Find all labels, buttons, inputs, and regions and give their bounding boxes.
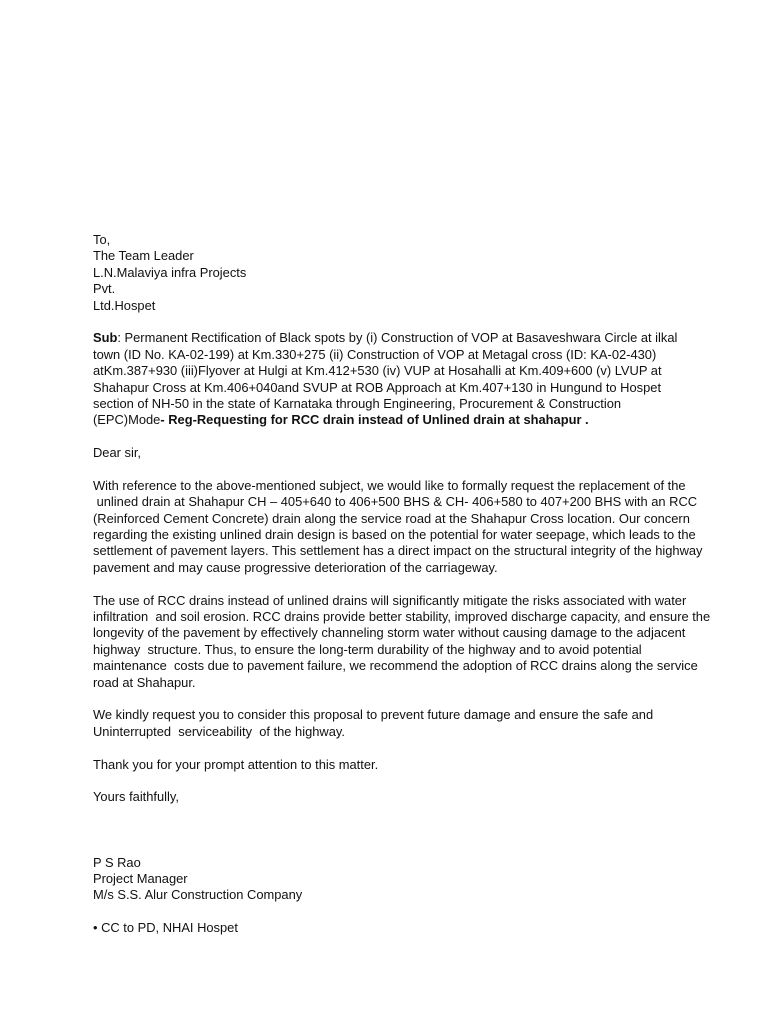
paragraph-2 (93, 593, 733, 691)
address-to: To, (93, 232, 111, 247)
paragraph-1-line: settlement of pavement layers. This settlement has a direct impact on the structural integrity of the highway (93, 543, 703, 559)
address-line-4: Ltd.Hospet (93, 297, 156, 313)
paragraph-2-line: infiltration and soil erosion. RCC drains provide better stability, improved discharge capacity, and ensure the (93, 608, 711, 624)
paragraph-1-line: (Reinforced Cement Concrete) drain along the service road at the Shahapur Cross location. Our concern (93, 510, 690, 526)
subject-mode: (EPC)Mode (93, 412, 161, 428)
paragraph-2-line: longevity of the pavement by effectively channeling storm water without causing damage to the adjacent (93, 625, 686, 641)
address-line-2: L.N.Malaviya infra Projects (93, 264, 247, 280)
closing: Yours faithfully, (93, 789, 179, 805)
paragraph-2-line: The use of RCC drains instead of unlined drains will significantly mitigate the risks associated with water (93, 592, 687, 608)
signature-title: Project Manager (93, 871, 188, 887)
address-line-1: The Team Leader (93, 248, 194, 264)
salutation: Dear sir, (93, 445, 141, 461)
paragraph-1-line: regarding the existing unlined drain design is based on the potential for water seepage, which leads to the (93, 527, 696, 543)
signature-block (93, 855, 733, 904)
paragraph-2-line: maintenance costs due to pavement failure, we recommend the adoption of RCC drains along the service (93, 658, 698, 674)
bullet-icon: • (93, 920, 98, 936)
subject-line-3: atKm.387+930 (iii)Flyover at Hulgi at Km.412+530 (iv) VUP at Hosahalli at Km.409+600 (v) LVUP at (93, 363, 662, 379)
subject-label: Sub (93, 330, 118, 346)
subject-block (93, 330, 733, 428)
paragraph-4: Thank you for your prompt attention to this matter. (93, 756, 379, 772)
cc-line (93, 920, 733, 936)
recipient-address (93, 232, 733, 314)
paragraph-1-line: pavement and may cause progressive deterioration of the carriageway. (93, 559, 498, 575)
paragraph-3 (93, 707, 733, 740)
subject-reg: - Reg-Requesting for RCC drain instead of Unlined drain at shahapur . (160, 412, 589, 428)
letter-body (93, 232, 733, 937)
subject-line-2: town (ID No. KA-02-199) at Km.330+275 (ii) Construction of VOP at Metagal cross (ID: KA-02-430) (93, 346, 657, 362)
paragraph-3-line: Uninterrupted serviceability of the highway. (93, 723, 345, 739)
address-line-3: Pvt. (93, 281, 116, 297)
subject-line-5: section of NH-50 in the state of Karnataka through Engineering, Procurement & Construction (93, 395, 622, 411)
cc-text: CC to PD, NHAI Hospet (97, 920, 238, 936)
paragraph-1 (93, 478, 733, 576)
subject-line-6 (93, 412, 733, 428)
subject-text: : Permanent Rectification of Black spots by (i) Construction of VOP at Basaveshwara Circle at ilkal (117, 330, 678, 346)
subject-line-1 (93, 330, 733, 346)
paragraph-1-line: With reference to the above-mentioned subject, we would like to formally request the replacement of the (93, 477, 686, 493)
paragraph-1-line: unlined drain at Shahapur CH – 405+640 to 406+500 BHS & CH- 406+580 to 407+200 BHS with an RCC (93, 494, 698, 510)
paragraph-2-line: road at Shahapur. (93, 674, 196, 690)
signature-name: P S Rao (93, 854, 141, 870)
signature-company: M/s S.S. Alur Construction Company (93, 887, 303, 903)
paragraph-3-line: We kindly request you to consider this proposal to prevent future damage and ensure the safe and (93, 707, 654, 723)
paragraph-2-line: highway structure. Thus, to ensure the long-term durability of the highway and to avoid potential (93, 641, 642, 657)
subject-line-4: Shahapur Cross at Km.406+040and SVUP at ROB Approach at Km.407+130 in Hungund to Hospet (93, 379, 662, 395)
